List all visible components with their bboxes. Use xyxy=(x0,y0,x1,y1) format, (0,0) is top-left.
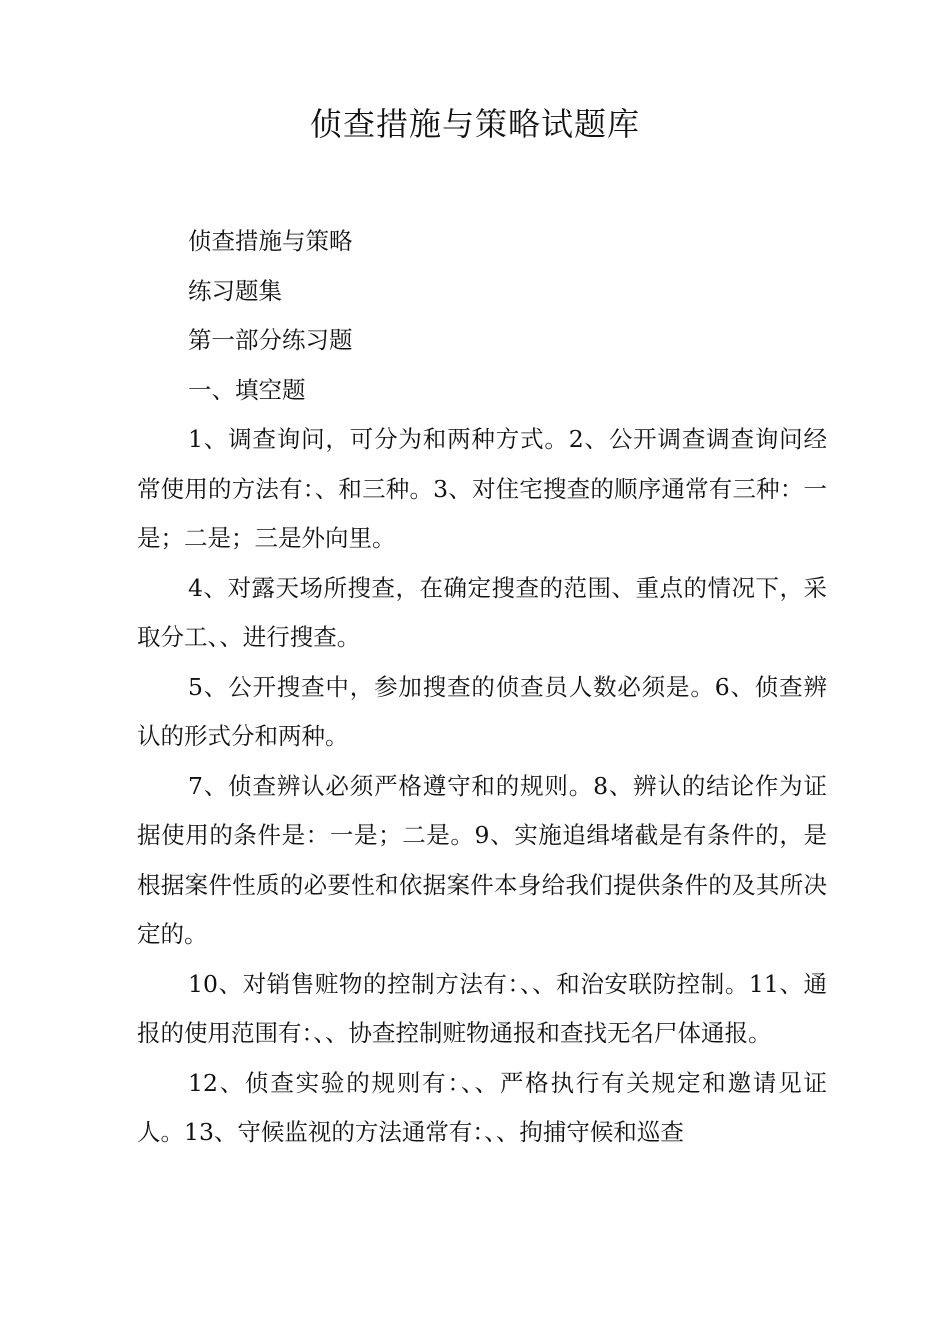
document-body xyxy=(137,217,827,1158)
paragraph-part-heading: 第一部分练习题 xyxy=(188,326,353,354)
paragraph-questions-10-11: 10、对销售赃物的控制方法有：、、和治安联防控制。11、通报的使用范围有：、、协查控制赃物通报和查找无名尸体通报。 xyxy=(137,969,827,1047)
paragraph-section-heading: 一、填空题 xyxy=(188,375,306,404)
paragraph-collection: 练习题集 xyxy=(188,276,282,305)
paragraph-questions-1-3: 1、调查询问，可分为和两种方式。2、公开调查调查询问经常使用的方法有：、和三种。3、对住宅搜查的顺序通常有三种：一是；二是；三是外向里。 xyxy=(137,425,827,552)
paragraph-questions-7-9: 7、侦查辨认必须严格遵守和的规则。8、辨认的结论作为证据使用的条件是：一是；二是。9、实施追缉堵截是有条件的，是根据案件性质的必要性和依据案件本身给我们提供条件的及其所决定的。 xyxy=(137,771,827,948)
paragraph-questions-12-13: 12、侦查实验的规则有：、、严格执行有关规定和邀请见证人。13、守候监视的方法通常有：、、拘捕守候和巡查 xyxy=(137,1068,827,1146)
paragraph-subtitle: 侦查措施与策略 xyxy=(188,227,353,255)
page-title: 侦查措施与策略试题库 xyxy=(309,105,640,143)
paragraph-question-4: 4、对露天场所搜查，在确定搜查的范围、重点的情况下，采取分工、、进行搜查。 xyxy=(137,573,827,651)
paragraph-questions-5-6: 5、公开搜查中，参加搜查的侦查员人数必须是。6、侦查辨认的形式分和两种。 xyxy=(137,672,827,750)
